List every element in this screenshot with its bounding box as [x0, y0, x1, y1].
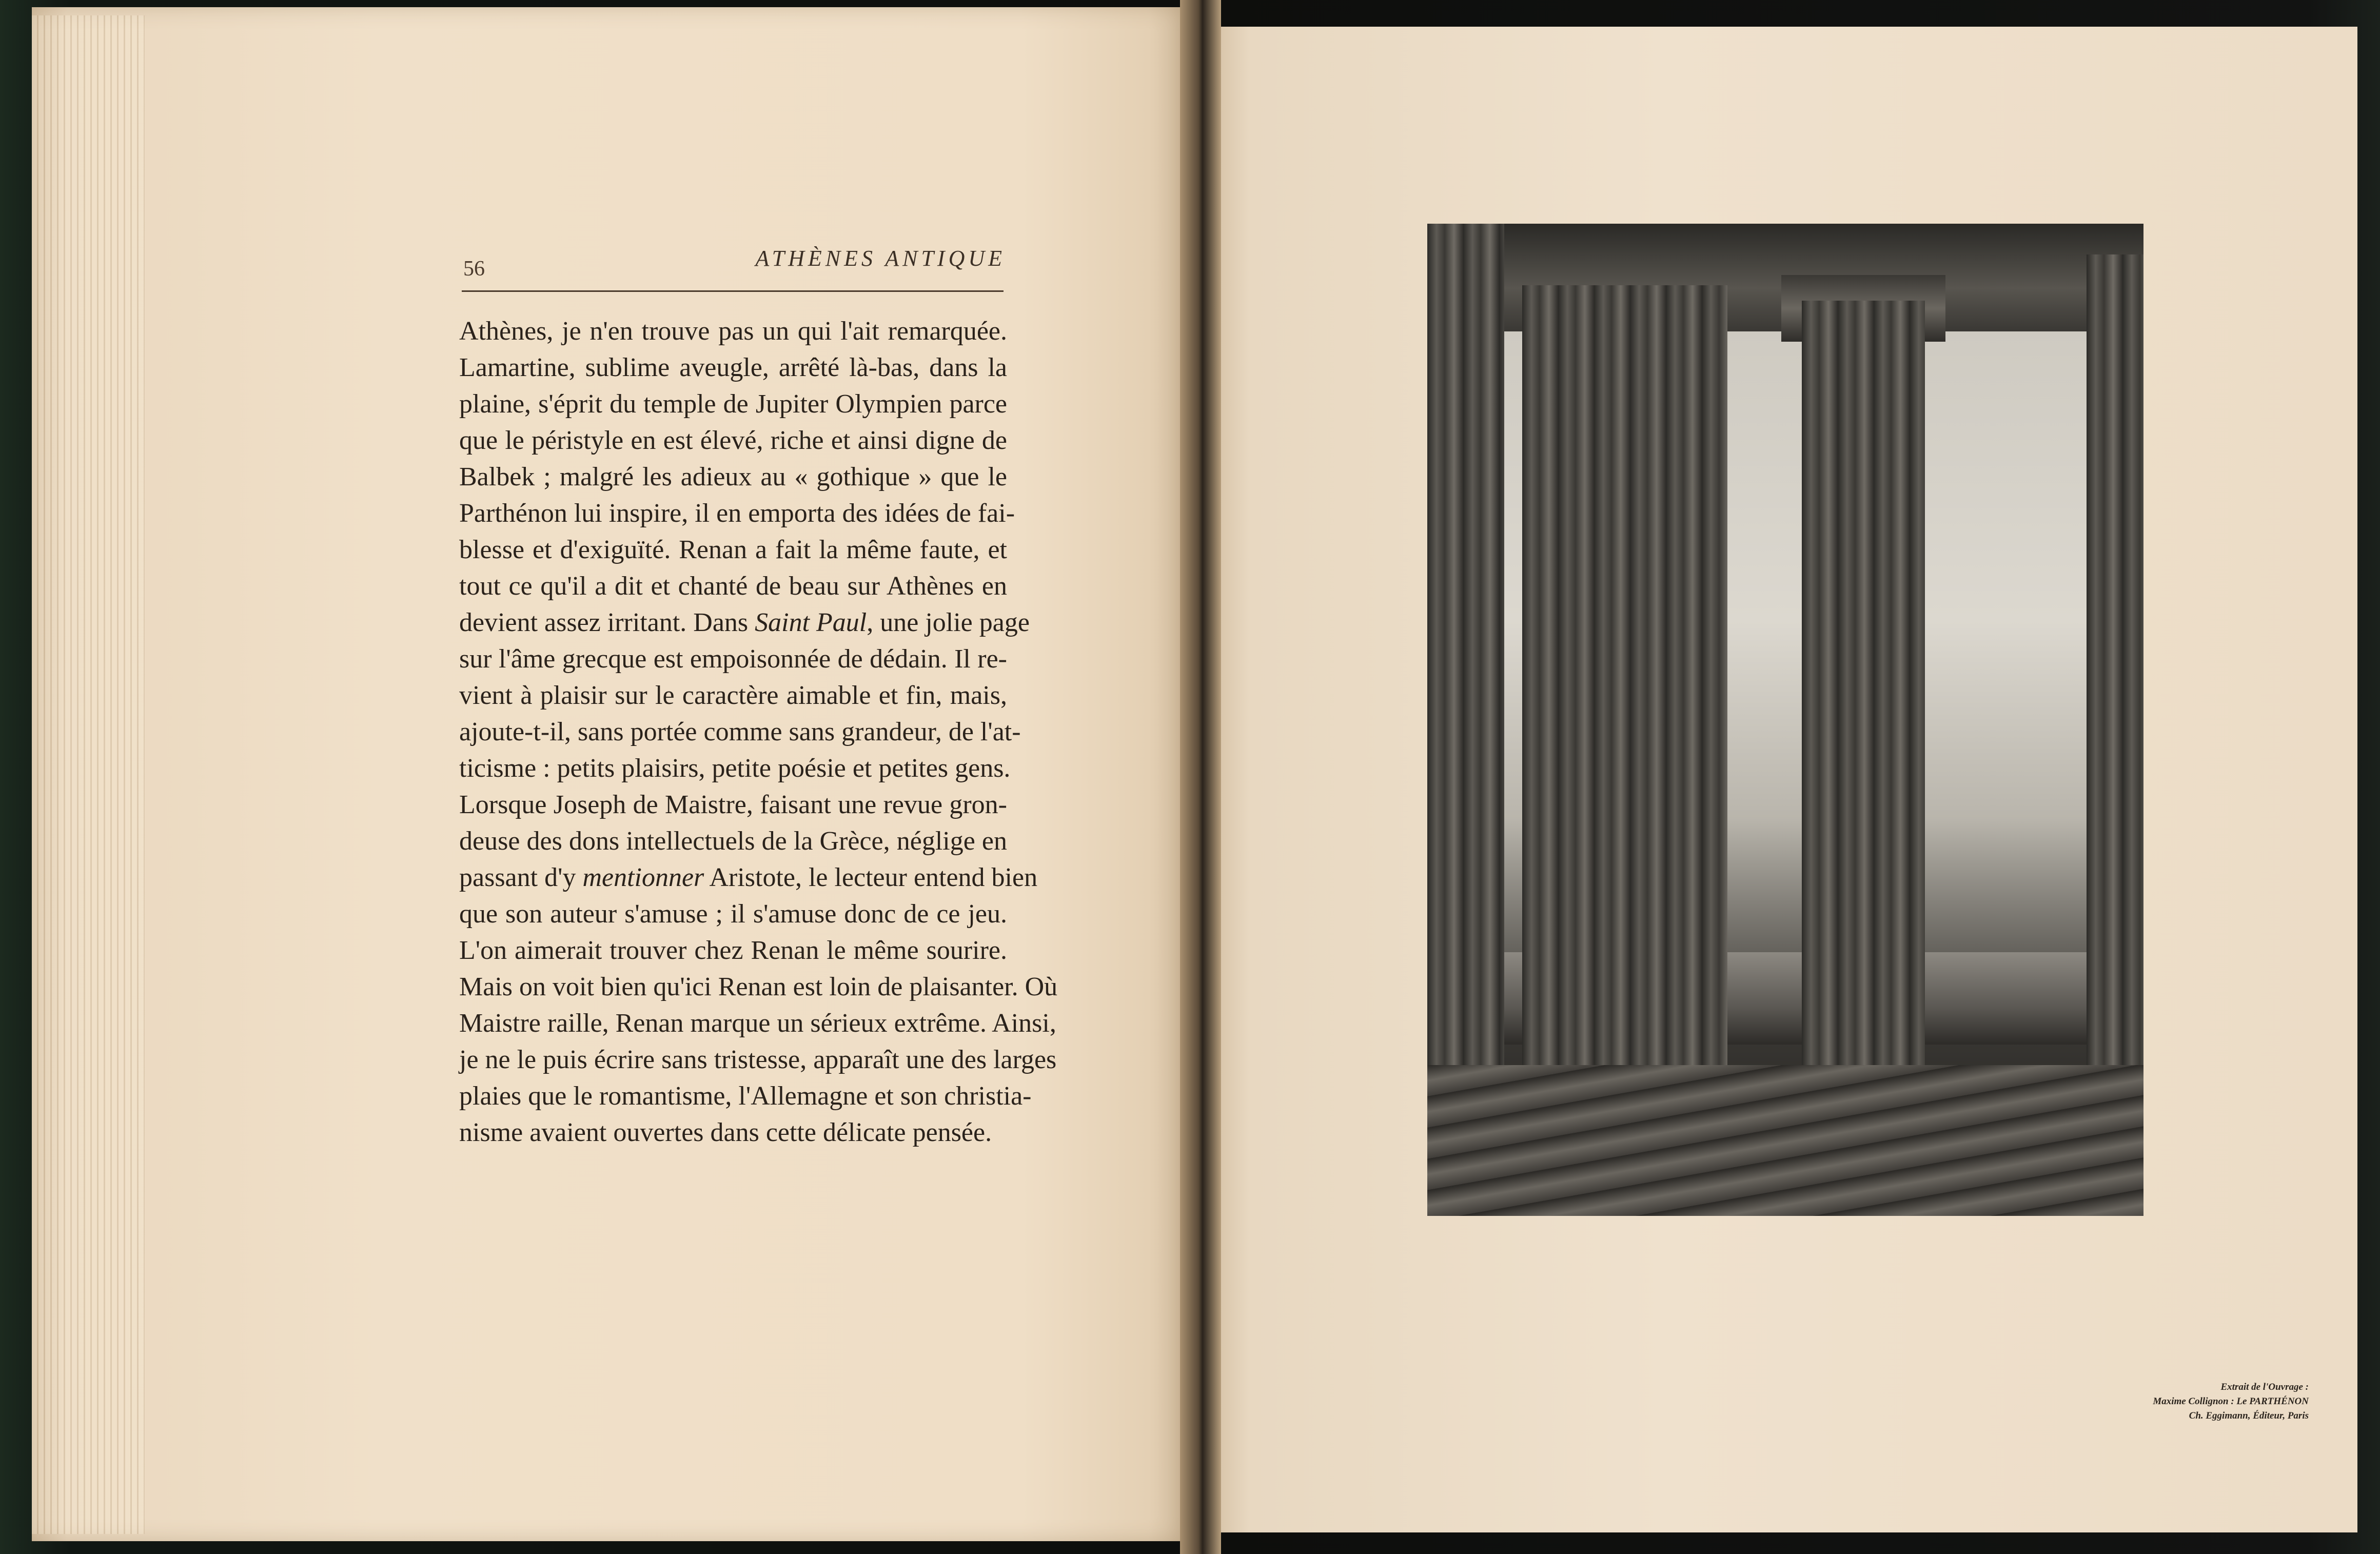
text-line: deuse des dons intellectuels de la Grèce, néglige en [459, 827, 1007, 856]
text-line: Maistre raille, Renan marque un sérieux extrême. Ainsi, [459, 1009, 1056, 1038]
parthenon-photo [1427, 224, 2143, 1216]
left-page-edges [32, 15, 145, 1534]
text-line: tout ce qu'il a dit et chanté de beau sur Athènes en [459, 572, 1007, 601]
text-line: je ne le puis écrire sans tristesse, apparaît une des larges [459, 1045, 1057, 1074]
text-line: blesse et d'exiguïté. Renan a fait la même faute, et [459, 535, 1007, 564]
text-segment: passant d'y [459, 863, 576, 892]
italic-word: mentionner [582, 863, 704, 892]
running-head: ATHÈNES ANTIQUE [755, 246, 1006, 271]
text-line: Lorsque Joseph de Maistre, faisant une revue gron- [459, 790, 1007, 819]
text-line: Lamartine, sublime aveugle, arrêté là-bas, dans la [459, 353, 1007, 382]
text-segment: , une jolie page [867, 608, 1030, 637]
text-segment: devient assez irritant. Dans [459, 608, 749, 637]
text-line: vient à plaisir sur le caractère aimable et fin, mais, [459, 681, 1007, 710]
text-line: Athènes, je n'en trouve pas un qui l'ait remarquée. [459, 317, 1007, 346]
text-line: ticisme : petits plaisirs, petite poésie et petites gens. [459, 754, 1011, 783]
caption-line: Extrait de l'Ouvrage : [2220, 1382, 2309, 1392]
body-text [459, 313, 1058, 1185]
caption-line: Maxime Collignon : Le PARTHÉNON [2153, 1396, 2309, 1407]
italic-title: Saint Paul [755, 608, 867, 637]
header-rule [462, 290, 1004, 292]
text-line: Balbek ; malgré les adieux au « gothique » que le [459, 462, 1007, 491]
photo-column [1802, 301, 1925, 1101]
text-line: Parthénon lui inspire, il en emporta des idées de fai- [459, 499, 1015, 528]
text-line: ajoute-t-il, sans portée comme sans grandeur, de l'at- [459, 717, 1021, 746]
caption-line: Ch. Eggimann, Éditeur, Paris [2189, 1410, 2309, 1421]
photo-steps [1427, 1065, 2143, 1216]
text-line: Mais on voit bien qu'ici Renan est loin de plaisanter. Où [459, 972, 1058, 1001]
text-line: que son auteur s'amuse ; il s'amuse donc de ce jeu. [459, 899, 1007, 929]
text-line: sur l'âme grecque est empoisonnée de dédain. Il re- [459, 644, 1007, 674]
text-line: nisme avaient ouvertes dans cette délicate pensée. [459, 1118, 992, 1147]
plate-caption [2021, 1380, 2309, 1437]
text-line: que le péristyle en est élevé, riche et ainsi digne de [459, 426, 1007, 455]
text-segment: Aristote, le lecteur entend bien [709, 863, 1038, 892]
text-line: plaies que le romantisme, l'Allemagne et son christia- [459, 1081, 1032, 1111]
photo-column [1522, 285, 1727, 1106]
text-line [459, 859, 1038, 896]
page-number: 56 [463, 257, 485, 281]
text-line [459, 604, 1030, 641]
text-line: plaine, s'éprit du temple de Jupiter Olympien parce [459, 389, 1007, 419]
book-gutter [1180, 0, 1221, 1554]
text-line: L'on aimerait trouver chez Renan le même sourire. [459, 936, 1007, 965]
